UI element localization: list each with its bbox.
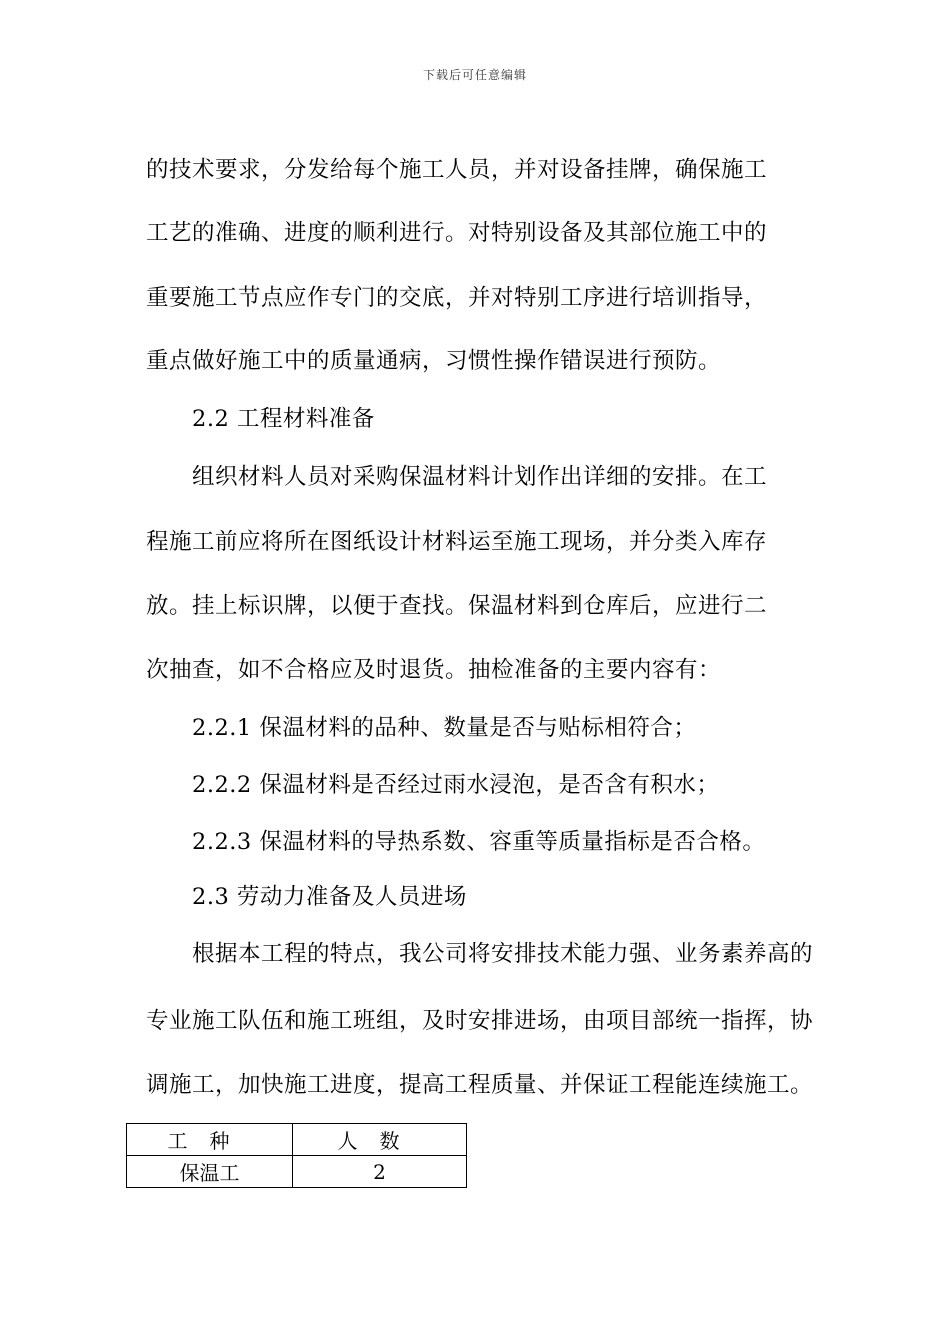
body-line: 专业施工队伍和施工班组，及时安排进场，由项目部统一指挥，协	[146, 1008, 814, 1034]
body-line: 次抽查，如不合格应及时退货。抽检准备的主要内容有：	[146, 657, 722, 683]
table-header-cell: 人数	[293, 1124, 467, 1156]
table-cell: 2	[293, 1156, 467, 1188]
body-line: 重点做好施工中的质量通病，习惯性操作错误进行预防。	[146, 348, 722, 374]
body-line: 重要施工节点应作专门的交底，并对特别工序进行培训指导，	[146, 285, 768, 311]
table-row	[127, 1156, 467, 1188]
table-header-row	[127, 1124, 467, 1156]
section-heading: 2.2 工程材料准备	[192, 406, 375, 432]
section-heading: 2.3 劳动力准备及人员进场	[192, 884, 467, 910]
list-item: 2.2.2 保温材料是否经过雨水浸泡，是否含有积水；	[192, 772, 720, 798]
body-line: 调施工，加快施工进度，提高工程质量、并保证工程能连续施工。	[146, 1072, 814, 1098]
body-line: 工艺的准确、进度的顺利进行。对特别设备及其部位施工中的	[146, 220, 768, 246]
list-item: 2.2.1 保温材料的品种、数量是否与贴标相符合；	[192, 715, 697, 741]
page-header: 下载后可任意编辑	[422, 68, 527, 82]
list-item: 2.2.3 保温材料的导热系数、容重等质量指标是否合格。	[192, 829, 766, 855]
body-line: 根据本工程的特点，我公司将安排技术能力强、业务素养高的	[192, 941, 814, 967]
body-line: 组织材料人员对采购保温材料计划作出详细的安排。在工	[192, 464, 768, 490]
table-cell: 保温工	[127, 1156, 293, 1188]
body-line: 的技术要求，分发给每个施工人员，并对设备挂牌，确保施工	[146, 157, 768, 183]
table-header-cell: 工种	[127, 1124, 293, 1156]
workers-table	[126, 1123, 467, 1188]
body-line: 放。挂上标识牌，以便于查找。保温材料到仓库后，应进行二	[146, 593, 768, 619]
body-line: 程施工前应将所在图纸设计材料运至施工现场，并分类入库存	[146, 529, 768, 555]
